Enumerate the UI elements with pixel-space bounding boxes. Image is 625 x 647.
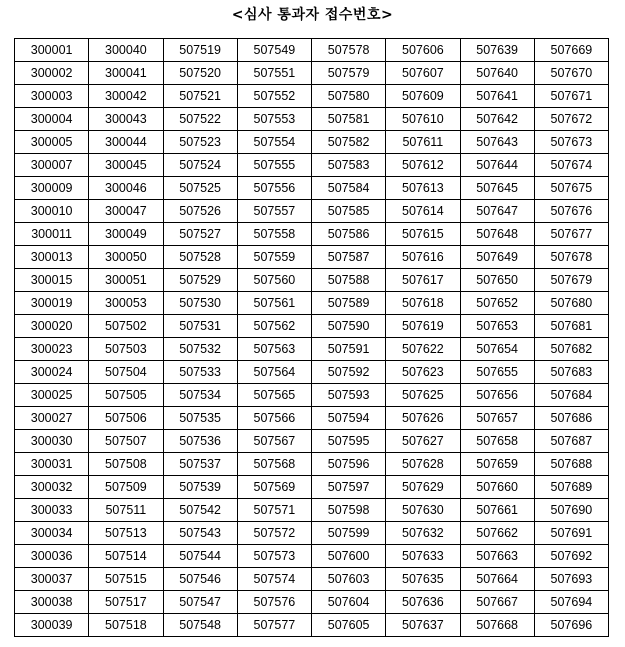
table-cell: 300010 bbox=[15, 200, 89, 223]
table-cell: 507622 bbox=[386, 338, 460, 361]
table-cell: 300027 bbox=[15, 407, 89, 430]
table-cell: 507506 bbox=[89, 407, 163, 430]
table-cell: 507640 bbox=[460, 62, 534, 85]
table-cell: 507655 bbox=[460, 361, 534, 384]
table-cell: 507628 bbox=[386, 453, 460, 476]
table-cell: 507528 bbox=[163, 246, 237, 269]
table-cell: 507632 bbox=[386, 522, 460, 545]
table-cell: 507650 bbox=[460, 269, 534, 292]
table-cell: 507641 bbox=[460, 85, 534, 108]
table-cell: 300041 bbox=[89, 62, 163, 85]
table-row bbox=[15, 476, 609, 499]
table-cell: 507520 bbox=[163, 62, 237, 85]
table-cell: 507693 bbox=[534, 568, 608, 591]
table-cell: 507648 bbox=[460, 223, 534, 246]
table-cell: 300009 bbox=[15, 177, 89, 200]
table-cell: 300020 bbox=[15, 315, 89, 338]
table-cell: 507681 bbox=[534, 315, 608, 338]
table-row bbox=[15, 246, 609, 269]
table-row bbox=[15, 269, 609, 292]
table-cell: 507565 bbox=[237, 384, 311, 407]
table-cell: 507543 bbox=[163, 522, 237, 545]
table-cell: 507611 bbox=[386, 131, 460, 154]
table-cell: 507564 bbox=[237, 361, 311, 384]
table-row bbox=[15, 522, 609, 545]
table-cell: 507675 bbox=[534, 177, 608, 200]
table-cell: 507691 bbox=[534, 522, 608, 545]
table-cell: 507527 bbox=[163, 223, 237, 246]
table-cell: 507553 bbox=[237, 108, 311, 131]
table-cell: 507574 bbox=[237, 568, 311, 591]
table-cell: 507590 bbox=[312, 315, 386, 338]
table-cell: 507683 bbox=[534, 361, 608, 384]
table-cell: 507518 bbox=[89, 614, 163, 637]
table-cell: 300039 bbox=[15, 614, 89, 637]
table-cell: 507593 bbox=[312, 384, 386, 407]
table-cell: 507604 bbox=[312, 591, 386, 614]
table-cell: 507668 bbox=[460, 614, 534, 637]
table-cell: 507686 bbox=[534, 407, 608, 430]
table-cell: 507535 bbox=[163, 407, 237, 430]
table-cell: 507672 bbox=[534, 108, 608, 131]
table-cell: 507690 bbox=[534, 499, 608, 522]
table-cell: 507587 bbox=[312, 246, 386, 269]
table-row bbox=[15, 545, 609, 568]
table-cell: 300002 bbox=[15, 62, 89, 85]
table-row bbox=[15, 85, 609, 108]
table-cell: 300007 bbox=[15, 154, 89, 177]
table-cell: 507603 bbox=[312, 568, 386, 591]
table-cell: 507644 bbox=[460, 154, 534, 177]
table-cell: 507677 bbox=[534, 223, 608, 246]
table-cell: 507654 bbox=[460, 338, 534, 361]
table-cell: 507514 bbox=[89, 545, 163, 568]
table-cell: 507559 bbox=[237, 246, 311, 269]
table-cell: 507615 bbox=[386, 223, 460, 246]
table-cell: 507673 bbox=[534, 131, 608, 154]
table-cell: 507586 bbox=[312, 223, 386, 246]
table-cell: 507583 bbox=[312, 154, 386, 177]
table-cell: 507658 bbox=[460, 430, 534, 453]
table-row bbox=[15, 108, 609, 131]
table-cell: 507652 bbox=[460, 292, 534, 315]
table-cell: 300025 bbox=[15, 384, 89, 407]
table-cell: 507635 bbox=[386, 568, 460, 591]
table-cell: 300003 bbox=[15, 85, 89, 108]
table-cell: 507503 bbox=[89, 338, 163, 361]
table-cell: 507598 bbox=[312, 499, 386, 522]
table-cell: 300044 bbox=[89, 131, 163, 154]
table-cell: 507618 bbox=[386, 292, 460, 315]
table-cell: 507522 bbox=[163, 108, 237, 131]
table-cell: 507572 bbox=[237, 522, 311, 545]
table-cell: 300040 bbox=[89, 39, 163, 62]
table-cell: 507662 bbox=[460, 522, 534, 545]
table-cell: 507519 bbox=[163, 39, 237, 62]
table-cell: 507556 bbox=[237, 177, 311, 200]
table-cell: 507679 bbox=[534, 269, 608, 292]
table-cell: 300042 bbox=[89, 85, 163, 108]
table-cell: 507614 bbox=[386, 200, 460, 223]
table-row bbox=[15, 453, 609, 476]
page-title: <심사 통과자 접수번호> bbox=[231, 7, 394, 23]
table-cell: 507581 bbox=[312, 108, 386, 131]
table-cell: 507627 bbox=[386, 430, 460, 453]
table-cell: 300032 bbox=[15, 476, 89, 499]
table-body bbox=[15, 39, 609, 637]
table-row bbox=[15, 407, 609, 430]
table-cell: 507659 bbox=[460, 453, 534, 476]
table-cell: 507513 bbox=[89, 522, 163, 545]
table-cell: 507521 bbox=[163, 85, 237, 108]
table-cell: 507610 bbox=[386, 108, 460, 131]
table-cell: 507663 bbox=[460, 545, 534, 568]
table-cell: 300011 bbox=[15, 223, 89, 246]
table-cell: 507526 bbox=[163, 200, 237, 223]
table-cell: 507524 bbox=[163, 154, 237, 177]
table-cell: 507507 bbox=[89, 430, 163, 453]
table-cell: 507682 bbox=[534, 338, 608, 361]
table-cell: 507568 bbox=[237, 453, 311, 476]
table-cell: 507600 bbox=[312, 545, 386, 568]
table-cell: 507566 bbox=[237, 407, 311, 430]
table-row bbox=[15, 591, 609, 614]
table-cell: 507555 bbox=[237, 154, 311, 177]
table-cell: 507660 bbox=[460, 476, 534, 499]
table-cell: 507533 bbox=[163, 361, 237, 384]
table-cell: 507539 bbox=[163, 476, 237, 499]
table-cell: 507606 bbox=[386, 39, 460, 62]
table-cell: 507592 bbox=[312, 361, 386, 384]
table-cell: 507578 bbox=[312, 39, 386, 62]
table-cell: 507605 bbox=[312, 614, 386, 637]
table-cell: 507579 bbox=[312, 62, 386, 85]
table-cell: 507671 bbox=[534, 85, 608, 108]
table-cell: 507509 bbox=[89, 476, 163, 499]
table-cell: 507649 bbox=[460, 246, 534, 269]
table-cell: 507633 bbox=[386, 545, 460, 568]
table-cell: 507504 bbox=[89, 361, 163, 384]
table-cell: 507563 bbox=[237, 338, 311, 361]
table-row bbox=[15, 315, 609, 338]
table-cell: 507591 bbox=[312, 338, 386, 361]
table-row bbox=[15, 131, 609, 154]
table-cell: 300045 bbox=[89, 154, 163, 177]
table-cell: 300053 bbox=[89, 292, 163, 315]
table-cell: 507576 bbox=[237, 591, 311, 614]
table-cell: 300033 bbox=[15, 499, 89, 522]
table-cell: 507656 bbox=[460, 384, 534, 407]
table-cell: 507613 bbox=[386, 177, 460, 200]
table-cell: 507669 bbox=[534, 39, 608, 62]
table-cell: 507588 bbox=[312, 269, 386, 292]
table-cell: 507511 bbox=[89, 499, 163, 522]
table-cell: 300004 bbox=[15, 108, 89, 131]
table-cell: 507582 bbox=[312, 131, 386, 154]
table-cell: 507643 bbox=[460, 131, 534, 154]
table-cell: 507667 bbox=[460, 591, 534, 614]
table-cell: 507508 bbox=[89, 453, 163, 476]
table-cell: 300015 bbox=[15, 269, 89, 292]
table-cell: 507664 bbox=[460, 568, 534, 591]
table-cell: 300024 bbox=[15, 361, 89, 384]
table-cell: 507505 bbox=[89, 384, 163, 407]
table-row bbox=[15, 361, 609, 384]
table-cell: 507542 bbox=[163, 499, 237, 522]
table-cell: 300001 bbox=[15, 39, 89, 62]
table-cell: 300036 bbox=[15, 545, 89, 568]
table-cell: 507537 bbox=[163, 453, 237, 476]
table-cell: 507684 bbox=[534, 384, 608, 407]
table-row bbox=[15, 614, 609, 637]
table-cell: 507596 bbox=[312, 453, 386, 476]
table-cell: 507657 bbox=[460, 407, 534, 430]
table-row bbox=[15, 200, 609, 223]
table-row bbox=[15, 223, 609, 246]
table-cell: 507619 bbox=[386, 315, 460, 338]
table-cell: 507558 bbox=[237, 223, 311, 246]
table-cell: 507532 bbox=[163, 338, 237, 361]
table-cell: 507546 bbox=[163, 568, 237, 591]
table-cell: 507569 bbox=[237, 476, 311, 499]
table-cell: 507623 bbox=[386, 361, 460, 384]
table-cell: 300046 bbox=[89, 177, 163, 200]
table-cell: 507585 bbox=[312, 200, 386, 223]
table-cell: 300034 bbox=[15, 522, 89, 545]
registration-number-table bbox=[14, 38, 609, 637]
table-cell: 507678 bbox=[534, 246, 608, 269]
table-cell: 507676 bbox=[534, 200, 608, 223]
table-cell: 507637 bbox=[386, 614, 460, 637]
table-row bbox=[15, 499, 609, 522]
table-cell: 507689 bbox=[534, 476, 608, 499]
table-cell: 507530 bbox=[163, 292, 237, 315]
table-cell: 507696 bbox=[534, 614, 608, 637]
table-cell: 507571 bbox=[237, 499, 311, 522]
table-cell: 507642 bbox=[460, 108, 534, 131]
table-cell: 507687 bbox=[534, 430, 608, 453]
table-cell: 507595 bbox=[312, 430, 386, 453]
table-cell: 507523 bbox=[163, 131, 237, 154]
table-cell: 507599 bbox=[312, 522, 386, 545]
table-cell: 300047 bbox=[89, 200, 163, 223]
table-cell: 507567 bbox=[237, 430, 311, 453]
table-cell: 507647 bbox=[460, 200, 534, 223]
table-cell: 300019 bbox=[15, 292, 89, 315]
table-cell: 300043 bbox=[89, 108, 163, 131]
table-cell: 507626 bbox=[386, 407, 460, 430]
table-cell: 507562 bbox=[237, 315, 311, 338]
table-cell: 507560 bbox=[237, 269, 311, 292]
table-cell: 507548 bbox=[163, 614, 237, 637]
table-cell: 507517 bbox=[89, 591, 163, 614]
table-row bbox=[15, 292, 609, 315]
table-cell: 507552 bbox=[237, 85, 311, 108]
table-cell: 507617 bbox=[386, 269, 460, 292]
table-cell: 507515 bbox=[89, 568, 163, 591]
table-cell: 507636 bbox=[386, 591, 460, 614]
table-cell: 300050 bbox=[89, 246, 163, 269]
table-cell: 507612 bbox=[386, 154, 460, 177]
table-row bbox=[15, 62, 609, 85]
table-cell: 300038 bbox=[15, 591, 89, 614]
table-cell: 300051 bbox=[89, 269, 163, 292]
table-row bbox=[15, 338, 609, 361]
table-cell: 507629 bbox=[386, 476, 460, 499]
table-cell: 300013 bbox=[15, 246, 89, 269]
table-cell: 507639 bbox=[460, 39, 534, 62]
table-cell: 507536 bbox=[163, 430, 237, 453]
table-row bbox=[15, 177, 609, 200]
table-cell: 507594 bbox=[312, 407, 386, 430]
table-cell: 300030 bbox=[15, 430, 89, 453]
table-cell: 507630 bbox=[386, 499, 460, 522]
table-cell: 507616 bbox=[386, 246, 460, 269]
table-cell: 507597 bbox=[312, 476, 386, 499]
table-cell: 507670 bbox=[534, 62, 608, 85]
table-row bbox=[15, 430, 609, 453]
table-cell: 507534 bbox=[163, 384, 237, 407]
table-cell: 507609 bbox=[386, 85, 460, 108]
table-cell: 507577 bbox=[237, 614, 311, 637]
table-cell: 507653 bbox=[460, 315, 534, 338]
table-row bbox=[15, 39, 609, 62]
table-cell: 507547 bbox=[163, 591, 237, 614]
table-cell: 507525 bbox=[163, 177, 237, 200]
table-cell: 507694 bbox=[534, 591, 608, 614]
table-cell: 507544 bbox=[163, 545, 237, 568]
table-cell: 300049 bbox=[89, 223, 163, 246]
table-cell: 300005 bbox=[15, 131, 89, 154]
table-cell: 507645 bbox=[460, 177, 534, 200]
table-cell: 300037 bbox=[15, 568, 89, 591]
table-cell: 507688 bbox=[534, 453, 608, 476]
table-cell: 507589 bbox=[312, 292, 386, 315]
table-cell: 300031 bbox=[15, 453, 89, 476]
table-cell: 507529 bbox=[163, 269, 237, 292]
table-row bbox=[15, 568, 609, 591]
table-cell: 507561 bbox=[237, 292, 311, 315]
table-cell: 507531 bbox=[163, 315, 237, 338]
table-cell: 507580 bbox=[312, 85, 386, 108]
table-cell: 507674 bbox=[534, 154, 608, 177]
table-cell: 507573 bbox=[237, 545, 311, 568]
table-row bbox=[15, 154, 609, 177]
table-cell: 507554 bbox=[237, 131, 311, 154]
table-row bbox=[15, 384, 609, 407]
table-cell: 507680 bbox=[534, 292, 608, 315]
table-cell: 507557 bbox=[237, 200, 311, 223]
table-cell: 507661 bbox=[460, 499, 534, 522]
table-cell: 507692 bbox=[534, 545, 608, 568]
table-cell: 507584 bbox=[312, 177, 386, 200]
table-cell: 507549 bbox=[237, 39, 311, 62]
table-cell: 507502 bbox=[89, 315, 163, 338]
table-cell: 507551 bbox=[237, 62, 311, 85]
table-cell: 300023 bbox=[15, 338, 89, 361]
table-cell: 507625 bbox=[386, 384, 460, 407]
table-cell: 507607 bbox=[386, 62, 460, 85]
